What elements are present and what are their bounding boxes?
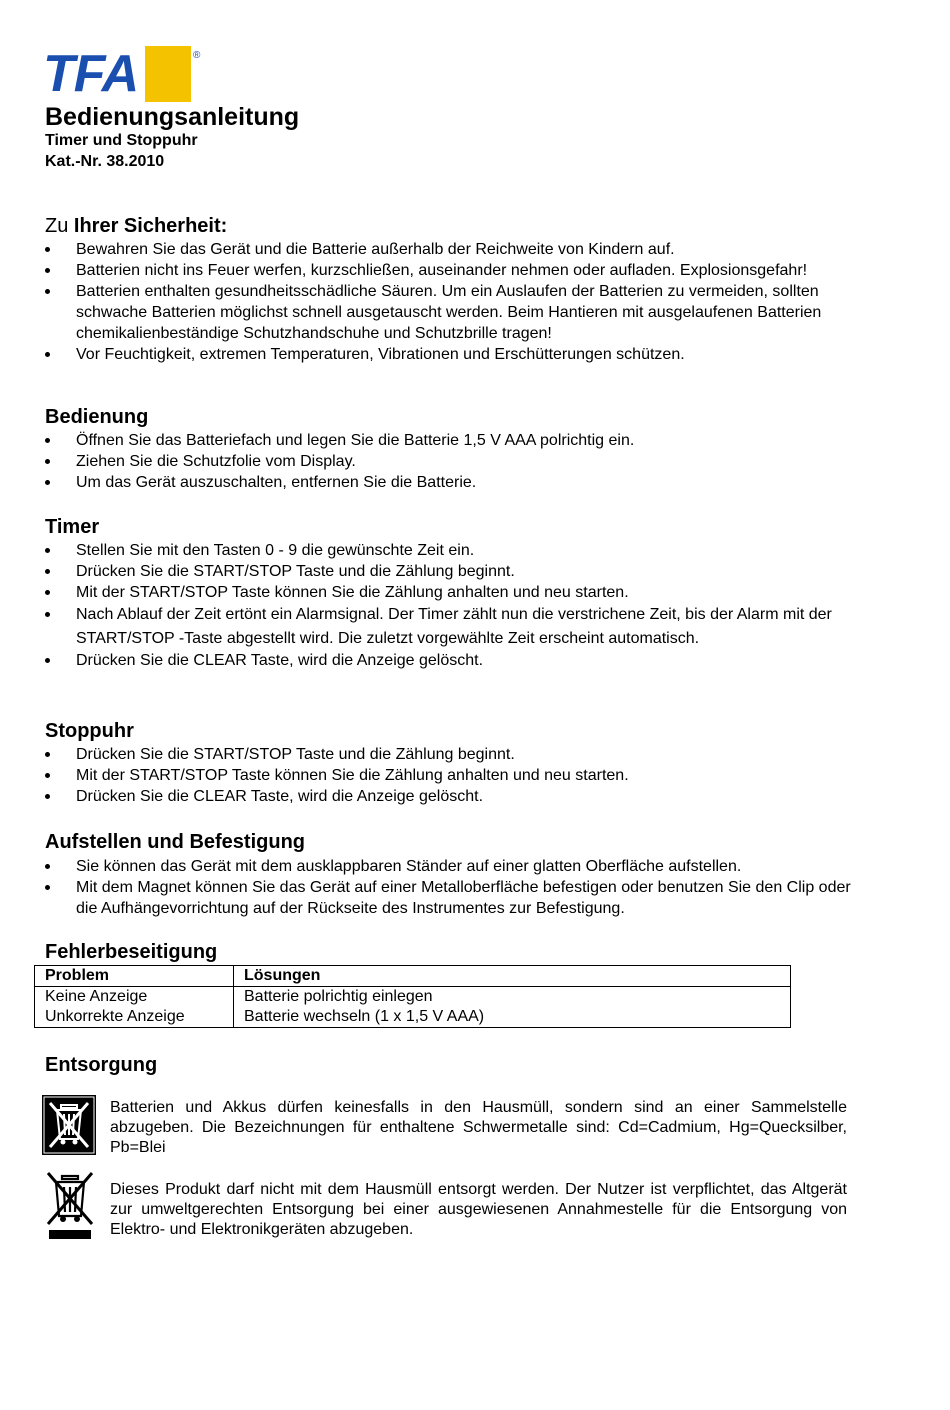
safety-heading-prefix: Zu <box>45 215 69 237</box>
disposal-heading: Entsorgung <box>45 1054 158 1076</box>
mounting-heading: Aufstellen und Befestigung <box>45 831 305 853</box>
column-header: Lösungen <box>234 966 791 987</box>
list-item: Batterien enthalten gesundheitsschädliche Säuren. Um ein Auslaufen der Batterien zu vermeiden, sollten schwache Batterien möglichst schnell ausgetauscht werden. Beim Hantieren mit ausgelaufenen Batterien chemikalienbeständige Schutzhandschuhe und Schutzbrille tragen! <box>45 281 875 344</box>
weee-disposal-text: Dieses Produkt darf nicht mit dem Hausmüll entsorgt werden. Der Nutzer ist verpflichtet, das Altgerät zur umweltgerechten Entsorgung bei einer ausgewiesenen Annahmestelle für die Entsorgung von Elektro- und Elektronikgeräten abzugeben. <box>110 1181 847 1238</box>
list-item: Bewahren Sie das Gerät und die Batterie außerhalb der Reichweite von Kindern auf. <box>45 239 875 260</box>
weee-bin-icon <box>45 1170 95 1240</box>
bullet-icon <box>45 438 50 443</box>
bullet-icon <box>45 658 50 663</box>
bullet-icon <box>45 352 50 357</box>
list-item: Stellen Sie mit den Tasten 0 - 9 die gewünschte Zeit ein. <box>45 540 875 561</box>
operation-heading: Bedienung <box>45 406 149 428</box>
safety-heading-text: Ihrer Sicherheit: <box>73 215 228 237</box>
list-item: Ziehen Sie die Schutzfolie vom Display. <box>45 451 875 472</box>
bullet-icon <box>45 247 50 252</box>
safety-heading <box>45 214 227 238</box>
bullet-icon <box>45 289 50 294</box>
stopwatch-heading: Stoppuhr <box>45 720 134 742</box>
table-cell: Batterie polrichtig einlegen <box>234 987 791 1008</box>
logo-yellow-block <box>145 46 191 102</box>
operation-list <box>45 430 875 493</box>
table-row <box>35 987 791 1008</box>
list-item: Um das Gerät auszuschalten, entfernen Sie die Batterie. <box>45 472 875 493</box>
table-cell: Batterie wechseln (1 x 1,5 V AAA) <box>234 1007 791 1028</box>
troubleshooting-heading: Fehlerbeseitigung <box>45 941 218 963</box>
bullet-icon <box>45 752 50 757</box>
bullet-icon <box>45 548 50 553</box>
bullet-icon <box>45 885 50 890</box>
bullet-icon <box>45 773 50 778</box>
battery-disposal-icon <box>42 1095 96 1155</box>
list-item: Nach Ablauf der Zeit ertönt ein Alarmsignal. Der Timer zählt nun die verstrichene Zeit, bis der Alarm mit der START/STOP -Taste abgestellt wird. Die zuletzt vorgewählte Zeit erscheint automatisch. <box>45 603 875 650</box>
list-item: Mit der START/STOP Taste können Sie die Zählung anhalten und neu starten. <box>45 582 875 603</box>
timer-list <box>45 540 875 671</box>
bullet-icon <box>45 569 50 574</box>
list-item: Drücken Sie die START/STOP Taste und die Zählung beginnt. <box>45 561 875 582</box>
bullet-icon <box>45 864 50 869</box>
bullet-icon <box>45 268 50 273</box>
document-title: Bedienungsanleitung <box>45 103 300 131</box>
bullet-icon <box>45 794 50 799</box>
battery-disposal-text: Batterien und Akkus dürfen keinesfalls in den Hausmüll, sondern sind an einer Sammelstelle abzugeben. Die Bezeichnungen für enthaltene Schwermetalle sind: Cd=Cadmium, Hg=Quecksilber, Pb=Blei <box>110 1099 847 1156</box>
stopwatch-list <box>45 744 875 807</box>
safety-list <box>45 239 875 365</box>
list-item: Vor Feuchtigkeit, extremen Temperaturen, Vibrationen und Erschütterungen schützen. <box>45 344 875 365</box>
document-subtitle: Timer und Stoppuhr <box>45 132 198 149</box>
troubleshooting-table <box>34 965 791 1028</box>
bullet-icon <box>45 612 50 617</box>
mounting-list <box>45 856 875 919</box>
list-item: Drücken Sie die CLEAR Taste, wird die Anzeige gelöscht. <box>45 650 875 671</box>
list-item: Öffnen Sie das Batteriefach und legen Sie die Batterie 1,5 V AAA polrichtig ein. <box>45 430 875 451</box>
timer-heading: Timer <box>45 516 100 538</box>
list-item: Sie können das Gerät mit dem ausklappbaren Ständer auf einer glatten Oberfläche aufstellen. <box>45 856 875 877</box>
bullet-icon <box>45 459 50 464</box>
bullet-icon <box>45 480 50 485</box>
bullet-icon <box>45 590 50 595</box>
table-cell: Keine Anzeige <box>35 987 234 1008</box>
list-item: Drücken Sie die CLEAR Taste, wird die Anzeige gelöscht. <box>45 786 875 807</box>
table-row <box>35 1007 791 1028</box>
table-cell: Unkorrekte Anzeige <box>35 1007 234 1028</box>
registered-mark: ® <box>193 50 201 61</box>
column-header: Problem <box>35 966 234 987</box>
catalog-number: Kat.-Nr. 38.2010 <box>45 153 165 170</box>
table-header-row <box>35 966 791 987</box>
list-item: Batterien nicht ins Feuer werfen, kurzschließen, auseinander nehmen oder aufladen. Explosionsgefahr! <box>45 260 875 281</box>
list-item: Mit dem Magnet können Sie das Gerät auf einer Metalloberfläche befestigen oder benutzen Sie den Clip oder die Aufhängevorrichtung auf der Rückseite des Instrumentes zur Befestigung. <box>45 877 875 919</box>
tfa-logo <box>43 44 201 104</box>
list-item: Drücken Sie die START/STOP Taste und die Zählung beginnt. <box>45 744 875 765</box>
logo-text: TFA <box>43 45 139 103</box>
list-item: Mit der START/STOP Taste können Sie die Zählung anhalten und neu starten. <box>45 765 875 786</box>
